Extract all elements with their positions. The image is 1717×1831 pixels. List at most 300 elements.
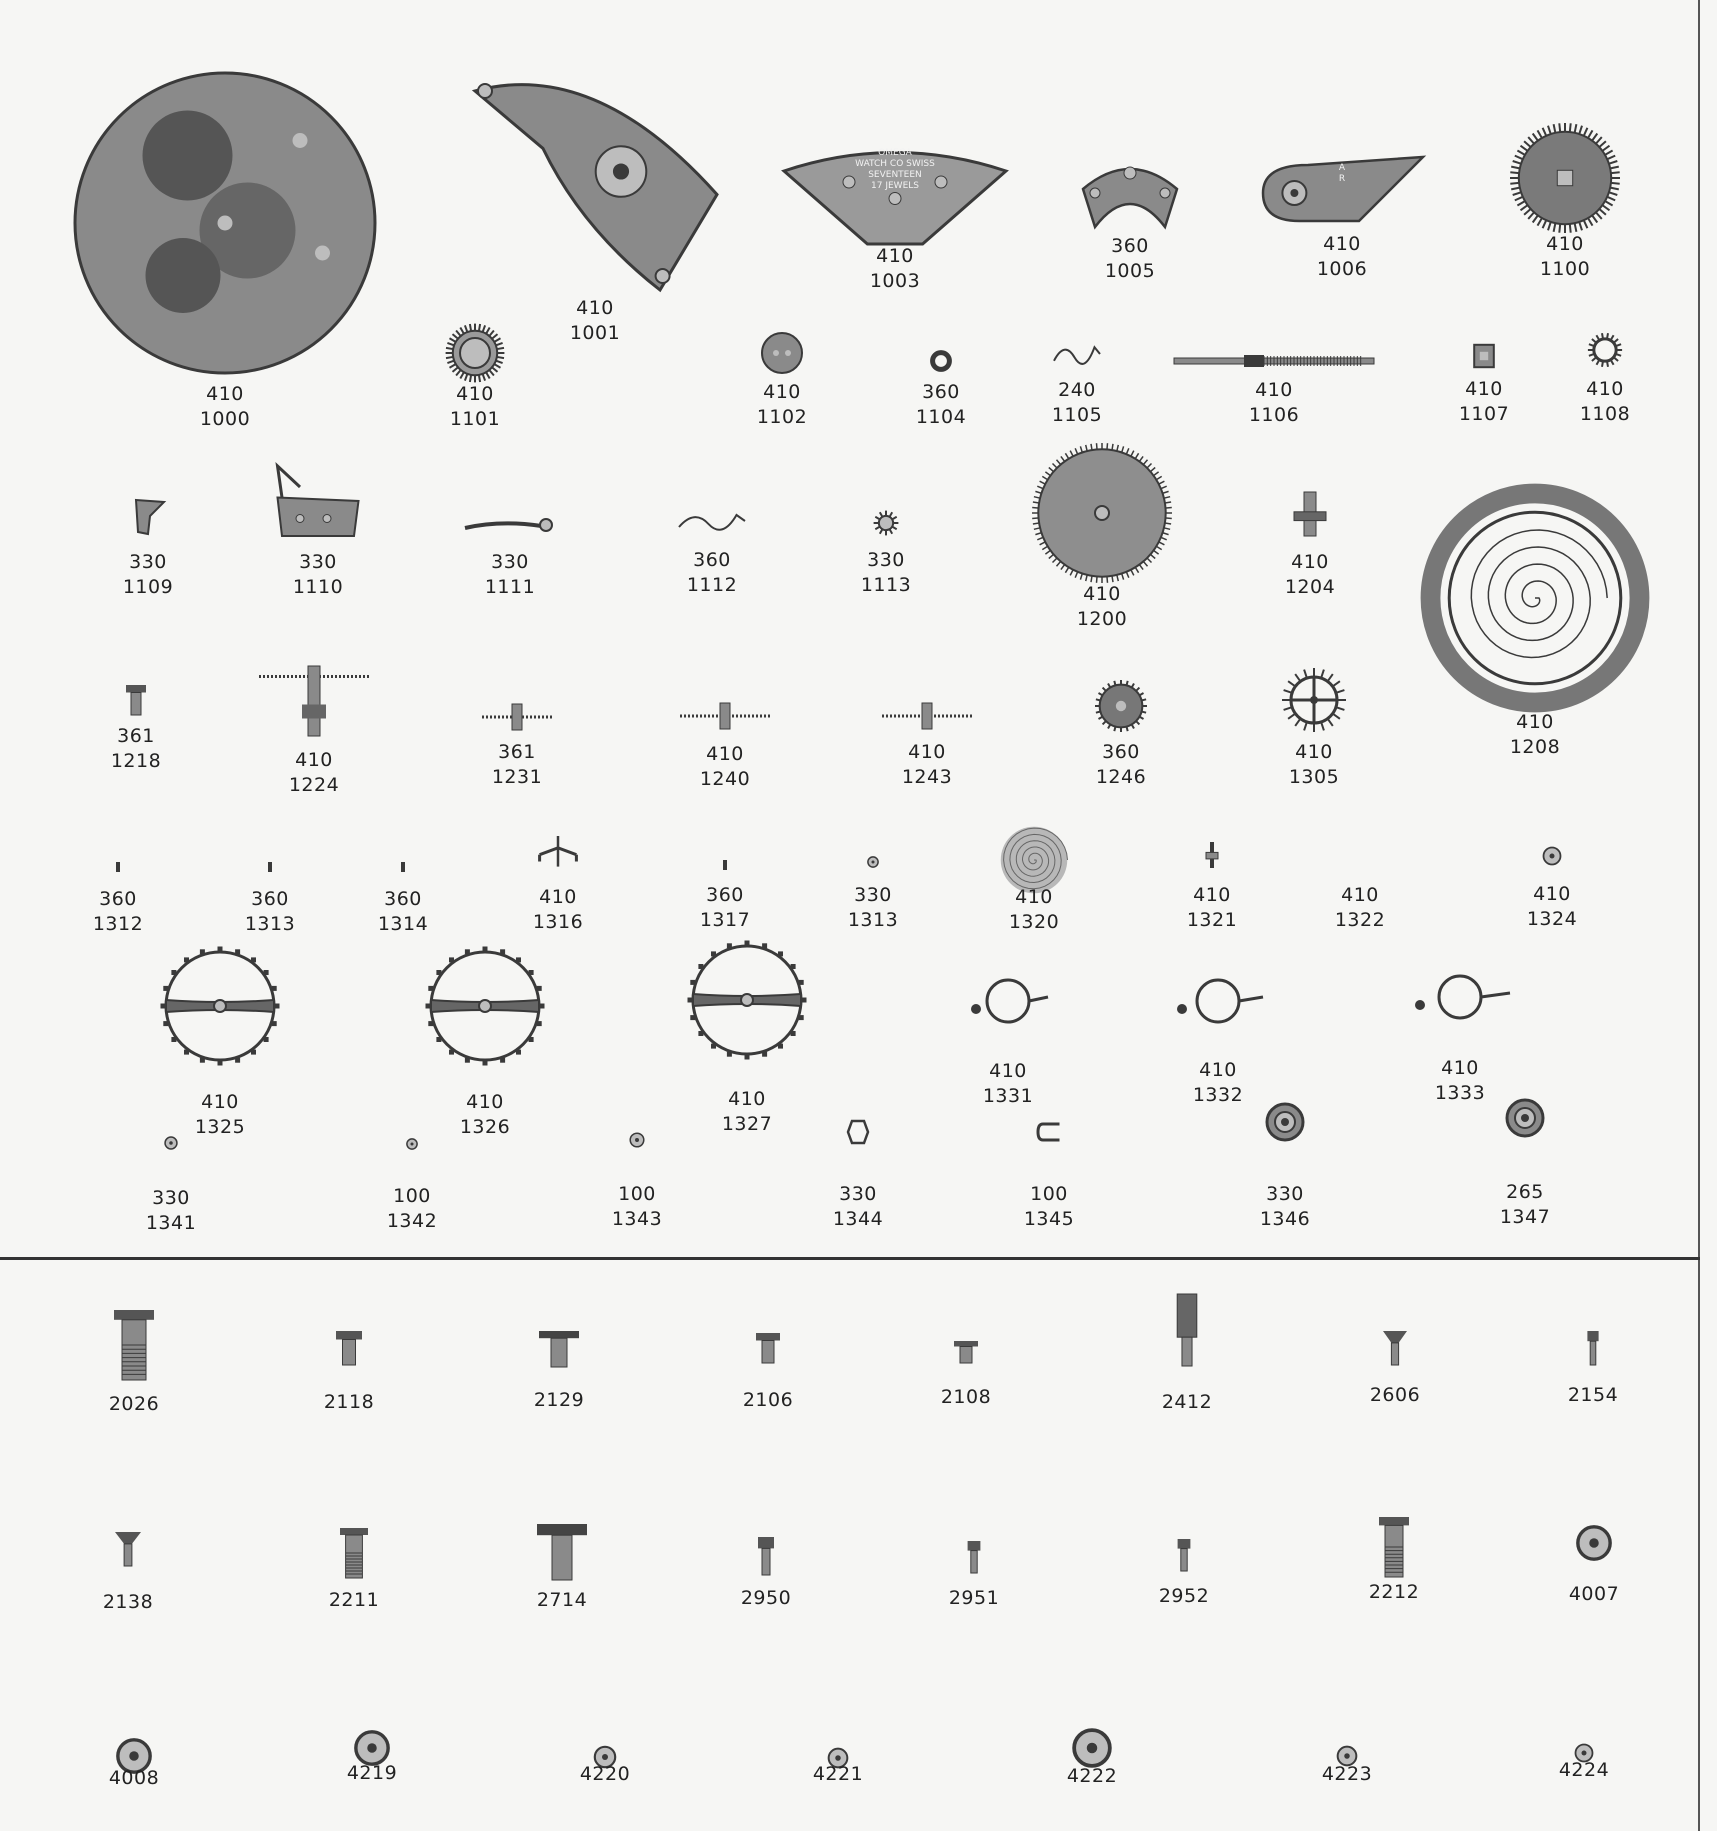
part-figure bbox=[259, 666, 369, 736]
shock-setting-icon bbox=[1265, 1102, 1305, 1142]
part-figure bbox=[1425, 488, 1645, 708]
part-code: 410 bbox=[1199, 1059, 1237, 1081]
part-ref: 2951 bbox=[948, 1587, 1000, 1609]
part-label bbox=[948, 1057, 1068, 1109]
part-figure bbox=[128, 496, 168, 536]
screw-icon bbox=[954, 1341, 978, 1363]
center-wheel-icon bbox=[259, 666, 369, 736]
part-figure bbox=[482, 704, 552, 730]
part-ref: 2026 bbox=[108, 1393, 160, 1415]
part-code: 410 bbox=[1586, 378, 1624, 400]
part-label bbox=[1334, 1580, 1454, 1605]
engraving-text: 17 JEWELS bbox=[871, 181, 919, 191]
part-ref: 1324 bbox=[1526, 908, 1578, 930]
part-ref: 2106 bbox=[742, 1389, 794, 1411]
part-ref: 1341 bbox=[145, 1212, 197, 1234]
part-figure bbox=[1034, 1120, 1064, 1144]
part-label bbox=[1533, 1383, 1653, 1408]
part-label bbox=[1124, 1584, 1244, 1609]
gear-icon bbox=[1095, 680, 1147, 732]
part-figure bbox=[1052, 337, 1102, 371]
part-figure bbox=[867, 856, 879, 868]
part-figure bbox=[1510, 123, 1620, 233]
part-label bbox=[312, 1761, 432, 1786]
part-ref: 1313 bbox=[244, 913, 296, 935]
part-label bbox=[577, 1180, 697, 1232]
part-figure bbox=[539, 1331, 579, 1367]
collet-icon bbox=[1173, 976, 1263, 1026]
part-code: 360 bbox=[251, 888, 289, 910]
part-figure bbox=[75, 73, 375, 373]
part-ref: 1224 bbox=[288, 774, 340, 796]
part-figure bbox=[266, 862, 274, 872]
part-code: 410 bbox=[1516, 711, 1554, 733]
part-ref: 1108 bbox=[1579, 403, 1631, 425]
part-code: 410 bbox=[908, 741, 946, 763]
part-ref: 1321 bbox=[1186, 909, 1238, 931]
shock-setting-icon bbox=[1505, 1098, 1545, 1138]
right-border-rule bbox=[1698, 0, 1700, 1831]
part-label bbox=[722, 378, 842, 430]
part-code: 360 bbox=[1111, 235, 1149, 257]
part-label bbox=[68, 1590, 188, 1615]
part-figure bbox=[1575, 1524, 1613, 1562]
winding-stem-icon bbox=[1174, 351, 1374, 371]
part-figure bbox=[1379, 1517, 1409, 1577]
part-label bbox=[1127, 1390, 1247, 1415]
part-code: 410 bbox=[1441, 1057, 1479, 1079]
part-figure bbox=[1587, 332, 1623, 368]
part-label bbox=[258, 548, 378, 600]
part-ref: 2950 bbox=[740, 1587, 792, 1609]
part-label bbox=[1017, 376, 1137, 428]
part-label bbox=[1465, 1178, 1585, 1230]
part-code: 330 bbox=[854, 884, 892, 906]
screw-small-icon bbox=[756, 1537, 776, 1575]
part-label bbox=[294, 1588, 414, 1613]
clip-icon bbox=[1034, 1120, 1064, 1144]
spring-wire-icon bbox=[677, 506, 747, 536]
collet-icon bbox=[968, 976, 1048, 1026]
screw-pillar-icon bbox=[1173, 1294, 1201, 1366]
crown-wheel-icon bbox=[440, 323, 510, 383]
screw-countersunk-icon bbox=[115, 1532, 141, 1566]
part-code: 330 bbox=[299, 551, 337, 573]
part-label bbox=[708, 1388, 828, 1413]
screw-icon bbox=[756, 1333, 780, 1363]
barrel-wheel-icon bbox=[1032, 443, 1172, 583]
part-figure bbox=[114, 1310, 154, 1380]
part-code: 410 bbox=[295, 749, 333, 771]
part-code: 410 bbox=[1295, 741, 1333, 763]
screw-countersunk-icon bbox=[1383, 1331, 1407, 1365]
mainspring-icon bbox=[1425, 488, 1645, 708]
part-ref: 1200 bbox=[1076, 608, 1128, 630]
part-ref: 1347 bbox=[1499, 1206, 1551, 1228]
part-code: 100 bbox=[618, 1183, 656, 1205]
part-ref: 2138 bbox=[102, 1591, 154, 1613]
part-ref: 1208 bbox=[1509, 736, 1561, 758]
part-label bbox=[798, 1180, 918, 1232]
part-label bbox=[1225, 1180, 1345, 1232]
part-figure bbox=[968, 976, 1048, 1026]
part-ref: 2714 bbox=[536, 1589, 588, 1611]
part-label bbox=[1061, 738, 1181, 790]
part-figure bbox=[535, 836, 581, 870]
part-ref: 1320 bbox=[1008, 911, 1060, 933]
part-code: 410 bbox=[706, 743, 744, 765]
part-label bbox=[906, 1385, 1026, 1410]
part-ref: 1000 bbox=[199, 408, 251, 430]
pallet-fork-icon bbox=[535, 836, 581, 870]
part-label bbox=[1505, 230, 1625, 282]
part-label bbox=[58, 885, 178, 937]
engraving-text: SEVENTEEN bbox=[868, 170, 922, 180]
part-ref: 1333 bbox=[1434, 1082, 1486, 1104]
part-code: 360 bbox=[384, 888, 422, 910]
engraving-text: A bbox=[1338, 163, 1346, 173]
engraving-text: R bbox=[1338, 174, 1346, 184]
part-ref: 1107 bbox=[1458, 403, 1510, 425]
part-ref: 2212 bbox=[1368, 1581, 1420, 1603]
part-label bbox=[76, 722, 196, 774]
part-figure bbox=[1470, 342, 1498, 370]
clutch-icon bbox=[1470, 342, 1498, 370]
part-code: 330 bbox=[839, 1183, 877, 1205]
part-label bbox=[1032, 1764, 1152, 1789]
part-label bbox=[778, 1762, 898, 1787]
part-figure bbox=[537, 1524, 587, 1580]
part-figure bbox=[629, 1132, 645, 1148]
part-figure bbox=[1265, 1102, 1305, 1142]
part-label bbox=[1254, 738, 1374, 790]
part-figure bbox=[273, 466, 363, 536]
part-label bbox=[665, 740, 785, 792]
jewel-dot-icon bbox=[720, 860, 730, 870]
part-figure bbox=[1505, 1098, 1545, 1138]
part-ref: 1106 bbox=[1248, 404, 1300, 426]
part-code: 410 bbox=[1465, 378, 1503, 400]
jewel-ring-icon bbox=[629, 1132, 645, 1148]
balance-bridge-icon bbox=[465, 68, 725, 298]
part-label bbox=[1214, 376, 1334, 428]
part-label bbox=[1287, 1762, 1407, 1787]
part-figure bbox=[440, 323, 510, 383]
part-figure bbox=[1174, 351, 1374, 371]
part-label bbox=[665, 881, 785, 933]
part-figure bbox=[1095, 680, 1147, 732]
part-label bbox=[1524, 1758, 1644, 1783]
part-figure bbox=[720, 860, 730, 870]
part-figure bbox=[465, 516, 555, 536]
part-figure bbox=[1586, 1331, 1600, 1365]
part-ref: 2606 bbox=[1369, 1384, 1421, 1406]
part-label bbox=[1070, 232, 1190, 284]
part-label bbox=[1534, 1582, 1654, 1607]
setting-lever-icon bbox=[273, 466, 363, 536]
bridge-small-icon bbox=[1075, 153, 1185, 233]
part-figure bbox=[1410, 972, 1510, 1022]
part-label bbox=[74, 1392, 194, 1417]
part-ref: 1109 bbox=[122, 576, 174, 598]
balance-wheel-icon bbox=[425, 946, 545, 1066]
part-ref: 1342 bbox=[386, 1210, 438, 1232]
screw-small-icon bbox=[966, 1541, 982, 1573]
part-figure bbox=[966, 1541, 982, 1573]
part-ref: 2118 bbox=[323, 1391, 375, 1413]
screw-long-icon bbox=[340, 1528, 368, 1578]
part-ref: 1112 bbox=[686, 574, 738, 596]
part-ref: 1316 bbox=[532, 911, 584, 933]
part-figure bbox=[756, 1537, 776, 1575]
part-code: 265 bbox=[1506, 1181, 1544, 1203]
part-figure bbox=[1176, 1539, 1192, 1571]
small-ring-icon bbox=[929, 349, 953, 373]
part-ref: 4223 bbox=[1321, 1763, 1373, 1785]
part-label bbox=[881, 378, 1001, 430]
screw-wide-icon bbox=[539, 1331, 579, 1367]
mainplate-icon bbox=[75, 73, 375, 373]
section-divider-rule bbox=[0, 1257, 1700, 1260]
part-figure bbox=[425, 946, 545, 1066]
part-ref: 1317 bbox=[699, 909, 751, 931]
part-figure bbox=[845, 1118, 871, 1146]
wheel-side-icon bbox=[680, 703, 770, 729]
part-code: 361 bbox=[498, 741, 536, 763]
part-figure bbox=[465, 68, 725, 298]
part-figure bbox=[756, 1333, 780, 1363]
part-label bbox=[1152, 881, 1272, 933]
part-code: 360 bbox=[706, 884, 744, 906]
part-ref: 1105 bbox=[1051, 404, 1103, 426]
jewel-ring-icon bbox=[1575, 1524, 1613, 1562]
part-code: 410 bbox=[1193, 884, 1231, 906]
part-code: 410 bbox=[1291, 551, 1329, 573]
part-code: 410 bbox=[1015, 886, 1053, 908]
part-figure bbox=[1205, 842, 1219, 868]
jewel-ring-icon bbox=[867, 856, 879, 868]
part-ref: 1314 bbox=[377, 913, 429, 935]
part-ref: 1344 bbox=[832, 1208, 884, 1230]
part-ref: 1343 bbox=[611, 1208, 663, 1230]
part-ref: 2412 bbox=[1161, 1391, 1213, 1413]
part-figure bbox=[126, 685, 146, 715]
screw-small-icon bbox=[1176, 1539, 1192, 1571]
screw-icon bbox=[336, 1331, 362, 1365]
part-label bbox=[111, 1184, 231, 1236]
part-label bbox=[502, 1588, 622, 1613]
part-label bbox=[160, 1088, 280, 1140]
part-ref: 1246 bbox=[1095, 766, 1147, 788]
part-label bbox=[352, 1182, 472, 1234]
part-ref: 2952 bbox=[1158, 1585, 1210, 1607]
wheel-side-icon bbox=[882, 703, 972, 729]
part-label bbox=[1158, 1056, 1278, 1108]
part-code: 360 bbox=[99, 888, 137, 910]
part-ref: 1113 bbox=[860, 574, 912, 596]
part-code: 330 bbox=[152, 1187, 190, 1209]
part-code: 410 bbox=[1341, 884, 1379, 906]
part-code: 330 bbox=[1266, 1183, 1304, 1205]
part-figure bbox=[1288, 492, 1332, 536]
part-label bbox=[88, 548, 208, 600]
screw-icon bbox=[126, 685, 146, 715]
part-label bbox=[1335, 1383, 1455, 1408]
part-ref: 1322 bbox=[1334, 909, 1386, 931]
part-label bbox=[974, 883, 1094, 935]
ratchet-wheel-icon bbox=[1510, 123, 1620, 233]
part-code: 361 bbox=[117, 725, 155, 747]
part-label bbox=[826, 546, 946, 598]
part-label bbox=[989, 1180, 1109, 1232]
part-code: 410 bbox=[1533, 883, 1571, 905]
part-code: 100 bbox=[393, 1185, 431, 1207]
part-label bbox=[1400, 1054, 1520, 1106]
jewel-ring-icon bbox=[1071, 1727, 1113, 1769]
engraving-text: WATCH CO SWISS bbox=[855, 159, 935, 169]
part-figure bbox=[1075, 153, 1185, 233]
screw-long-icon bbox=[1379, 1517, 1409, 1577]
balance-wheel-icon bbox=[160, 946, 280, 1066]
part-code: 410 bbox=[1323, 233, 1361, 255]
part-ref: 4224 bbox=[1558, 1759, 1610, 1781]
part-label bbox=[545, 1762, 665, 1787]
part-figure bbox=[336, 1331, 362, 1365]
part-label bbox=[1250, 548, 1370, 600]
part-code: 240 bbox=[1058, 379, 1096, 401]
part-label bbox=[499, 1388, 619, 1413]
part-code: 410 bbox=[1546, 233, 1584, 255]
lever-icon bbox=[128, 496, 168, 536]
arbor-icon bbox=[1288, 492, 1332, 536]
part-code: 330 bbox=[867, 549, 905, 571]
part-engraving bbox=[1257, 163, 1427, 185]
part-figure bbox=[1173, 976, 1263, 1026]
part-figure bbox=[406, 1138, 418, 1150]
part-code: 410 bbox=[539, 886, 577, 908]
wheel-side-icon bbox=[482, 704, 552, 730]
part-ref: 4220 bbox=[579, 1763, 631, 1785]
part-ref: 1305 bbox=[1288, 766, 1340, 788]
cap-spring-icon bbox=[845, 1118, 871, 1146]
part-ref: 1331 bbox=[982, 1085, 1034, 1107]
part-figure bbox=[340, 1528, 368, 1578]
part-label bbox=[813, 881, 933, 933]
part-ref: 1204 bbox=[1284, 576, 1336, 598]
part-ref: 1101 bbox=[449, 408, 501, 430]
part-label bbox=[450, 548, 570, 600]
part-figure bbox=[1071, 1727, 1113, 1769]
part-ref: 1100 bbox=[1539, 258, 1591, 280]
part-label bbox=[1282, 230, 1402, 282]
part-label bbox=[165, 380, 285, 432]
part-label bbox=[914, 1586, 1034, 1611]
part-ref: 1104 bbox=[915, 406, 967, 428]
part-ref: 1231 bbox=[491, 766, 543, 788]
part-code: 330 bbox=[491, 551, 529, 573]
part-figure bbox=[1542, 846, 1562, 866]
part-figure bbox=[677, 506, 747, 536]
jewel-dot-icon bbox=[114, 862, 122, 872]
part-label bbox=[687, 1085, 807, 1137]
balance-wheel-icon bbox=[687, 940, 807, 1060]
part-ref: 2108 bbox=[940, 1386, 992, 1408]
part-ref: 1102 bbox=[756, 406, 808, 428]
screw-wide-icon bbox=[537, 1524, 587, 1580]
part-label bbox=[867, 738, 987, 790]
part-label bbox=[254, 746, 374, 798]
part-figure bbox=[873, 510, 899, 536]
part-code: 410 bbox=[456, 383, 494, 405]
part-code: 410 bbox=[206, 383, 244, 405]
part-label bbox=[1475, 708, 1595, 760]
part-ref: 2154 bbox=[1567, 1384, 1619, 1406]
jewel-ring-icon bbox=[1542, 846, 1562, 866]
part-figure bbox=[164, 1136, 178, 1150]
part-label bbox=[74, 1766, 194, 1791]
part-code: 410 bbox=[1255, 379, 1293, 401]
part-ref: 1006 bbox=[1316, 258, 1368, 280]
pin-icon bbox=[1205, 842, 1219, 868]
jewel-ring-icon bbox=[406, 1138, 418, 1150]
part-figure bbox=[757, 333, 807, 373]
disc-icon bbox=[757, 333, 807, 373]
part-code: 360 bbox=[1102, 741, 1140, 763]
part-label bbox=[835, 242, 955, 294]
part-label bbox=[498, 883, 618, 935]
part-ref: 4219 bbox=[346, 1762, 398, 1784]
part-ref: 1243 bbox=[901, 766, 953, 788]
part-ref: 1111 bbox=[484, 576, 536, 598]
part-ref: 1345 bbox=[1023, 1208, 1075, 1230]
part-ref: 2129 bbox=[533, 1389, 585, 1411]
part-ref: 1003 bbox=[869, 270, 921, 292]
part-figure bbox=[115, 1532, 141, 1566]
part-ref: 1326 bbox=[459, 1116, 511, 1138]
part-ref: 1346 bbox=[1259, 1208, 1311, 1230]
part-code: 100 bbox=[1030, 1183, 1068, 1205]
part-ref: 1240 bbox=[699, 768, 751, 790]
escape-wheel-icon bbox=[1282, 668, 1346, 732]
part-figure bbox=[687, 940, 807, 1060]
part-figure bbox=[1282, 668, 1346, 732]
spring-wire-icon bbox=[1052, 337, 1102, 371]
part-ref: 1312 bbox=[92, 913, 144, 935]
part-code: 410 bbox=[466, 1091, 504, 1113]
part-label bbox=[652, 546, 772, 598]
pinion-icon bbox=[1587, 332, 1623, 368]
part-ref: 4008 bbox=[108, 1767, 160, 1789]
yoke-icon bbox=[465, 516, 555, 536]
part-figure bbox=[1173, 1294, 1201, 1366]
part-ref: 1001 bbox=[569, 322, 621, 344]
part-ref: 4222 bbox=[1066, 1765, 1118, 1787]
part-ref: 1327 bbox=[721, 1113, 773, 1135]
part-figure bbox=[954, 1341, 978, 1363]
part-code: 330 bbox=[129, 551, 167, 573]
part-ref: 1110 bbox=[292, 576, 344, 598]
part-code: 410 bbox=[1083, 583, 1121, 605]
part-figure bbox=[1032, 443, 1172, 583]
part-figure bbox=[680, 703, 770, 729]
screw-small-icon bbox=[1586, 1331, 1600, 1365]
jewel-dot-icon bbox=[399, 862, 407, 872]
part-label bbox=[425, 1088, 545, 1140]
part-figure bbox=[882, 703, 972, 729]
part-label bbox=[1424, 375, 1544, 427]
part-figure bbox=[114, 862, 122, 872]
part-figure bbox=[929, 349, 953, 373]
